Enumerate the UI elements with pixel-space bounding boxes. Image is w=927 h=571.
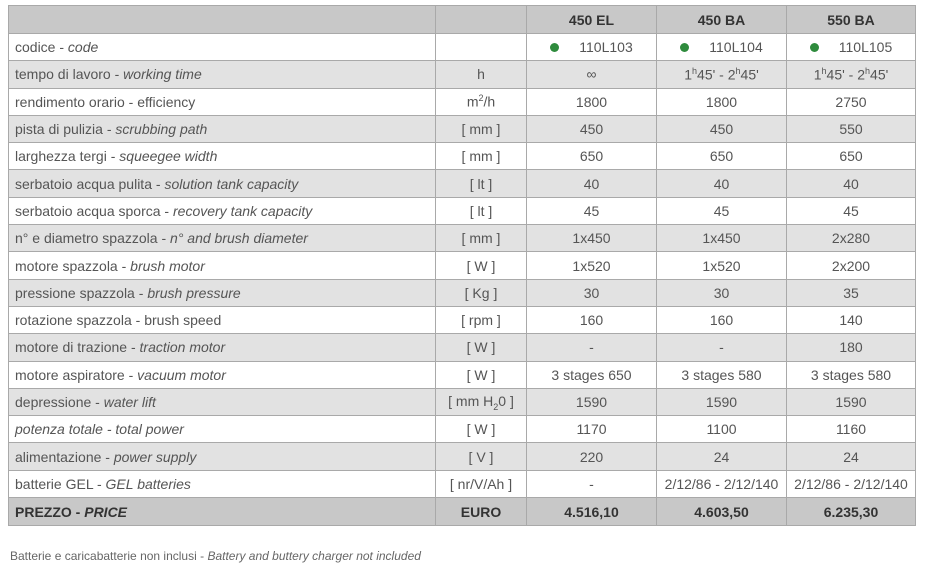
row-unit: $m^2/h$ — [436, 88, 527, 115]
row-unit: [ W ] — [436, 361, 527, 388]
table-row — [9, 170, 916, 197]
table-row — [9, 334, 916, 361]
footnote-separator: - — [196, 549, 208, 563]
spec-value: 220 — [527, 443, 657, 470]
spec-value: - — [527, 334, 657, 361]
row-label — [9, 361, 436, 388]
row-label-en: vacuum motor — [137, 366, 226, 383]
label-separator: - — [101, 448, 114, 465]
spec-value: 3 stages 650 — [527, 361, 657, 388]
model-code: 110L105 — [838, 39, 893, 56]
row-label-it: serbatoio acqua sporca — [15, 202, 161, 219]
row-label — [9, 252, 436, 279]
label-separator: - — [102, 421, 116, 438]
row-unit: [ lt ] — [436, 197, 527, 224]
price-value: 4.603,50 — [657, 498, 787, 526]
table-row — [9, 34, 916, 61]
spec-value: 650 — [527, 143, 657, 170]
header-label-cell — [9, 6, 436, 34]
label-separator: - — [55, 39, 68, 56]
row-label — [9, 225, 436, 252]
table-row — [9, 470, 916, 497]
row-label-it: serbatoio acqua pulita — [15, 175, 152, 192]
model-header: 450 BA — [657, 6, 787, 34]
row-label-en: GEL batteries — [105, 475, 191, 492]
row-label-it: motore spazzola — [15, 257, 118, 274]
row-label — [9, 170, 436, 197]
row-label — [9, 416, 436, 443]
price-label-it: PREZZO — [15, 503, 72, 520]
table-row — [9, 306, 916, 333]
row-label-it: rendimento orario — [15, 93, 125, 110]
row-label-en: scrubbing path — [115, 121, 208, 138]
label-separator: - — [157, 230, 171, 247]
spec-value: 1170 — [527, 416, 657, 443]
label-separator: - — [160, 202, 173, 219]
row-label-it: pressione spazzola — [15, 284, 135, 301]
row-label-en: traction motor — [139, 339, 226, 356]
table-row — [9, 61, 916, 88]
row-unit: [ mm ] — [436, 225, 527, 252]
spec-value: 450 — [527, 115, 657, 142]
row-unit: h — [436, 61, 527, 88]
row-unit: [ V ] — [436, 443, 527, 470]
label-separator: - — [93, 475, 106, 492]
spec-value: ∞ — [527, 61, 657, 88]
label-separator: - — [131, 312, 145, 329]
table-row — [9, 88, 916, 115]
spec-value: 3 stages 580 — [657, 361, 787, 388]
row-label-it: alimentazione — [15, 448, 102, 465]
row-label-it: potenza totale — [15, 421, 103, 438]
spec-value: 550 — [787, 115, 916, 142]
row-label — [9, 61, 436, 88]
spec-value: 1590 — [527, 388, 657, 415]
row-label — [9, 388, 436, 415]
row-label-en: efficiency — [137, 93, 196, 110]
table-row — [9, 361, 916, 388]
spec-value: 2x280 — [787, 225, 916, 252]
table-row — [9, 416, 916, 443]
spec-value: 450 — [657, 115, 787, 142]
row-label-en: water lift — [103, 394, 156, 410]
spec-value: 2/12/86 - 2/12/140 — [657, 470, 787, 497]
spec-value: 160 — [527, 306, 657, 333]
spec-value: 40 — [527, 170, 657, 197]
spec-value: 1$^h$45' - 2$^h$45' — [657, 61, 787, 88]
header-unit-cell — [436, 6, 527, 34]
row-label-it: motore aspiratore — [15, 366, 125, 383]
row-label-it: tempo di lavoro — [15, 66, 111, 83]
row-label-it: n° e diametro spazzola — [15, 230, 158, 247]
row-label — [9, 88, 436, 115]
spec-value: 40 — [787, 170, 916, 197]
row-label-en: brush speed — [144, 312, 222, 329]
spec-value: 30 — [527, 279, 657, 306]
spec-value: 1160 — [787, 416, 916, 443]
spec-value: 1$^h$45' - 2$^h$45' — [787, 61, 916, 88]
footnote-en: Battery and buttery charger not included — [207, 549, 421, 563]
row-unit: [ mm ] — [436, 143, 527, 170]
row-label — [9, 143, 436, 170]
label-separator: - — [124, 93, 138, 110]
label-separator: - — [106, 148, 120, 165]
spec-value: 1x450 — [527, 225, 657, 252]
model-code-cell — [527, 34, 657, 61]
price-value: 6.235,30 — [787, 498, 916, 526]
row-label-en: working time — [123, 66, 202, 83]
row-label-it: pista di pulizia — [15, 121, 103, 138]
price-label — [9, 498, 436, 526]
table-row — [9, 279, 916, 306]
spec-value: 1x520 — [657, 252, 787, 279]
spec-value: 3 stages 580 — [787, 361, 916, 388]
row-label — [9, 115, 436, 142]
price-value: 4.516,10 — [527, 498, 657, 526]
table-row — [9, 197, 916, 224]
model-header: 550 BA — [787, 6, 916, 34]
model-header: 450 EL — [527, 6, 657, 34]
model-code-cell — [657, 34, 787, 61]
row-unit: [ W ] — [436, 416, 527, 443]
spec-value: 35 — [787, 279, 916, 306]
label-separator: - — [152, 175, 165, 192]
table-row — [9, 115, 916, 142]
spec-value: 24 — [787, 443, 916, 470]
model-code-cell — [787, 34, 916, 61]
price-unit: EURO — [436, 498, 527, 526]
row-label-en: recovery tank capacity — [173, 202, 313, 219]
spec-value: 30 — [657, 279, 787, 306]
row-unit: [ rpm ] — [436, 306, 527, 333]
row-unit: [ Kg ] — [436, 279, 527, 306]
row-label — [9, 279, 436, 306]
row-label-en: brush motor — [130, 257, 205, 274]
spec-value: - — [527, 470, 657, 497]
spec-value: - — [657, 334, 787, 361]
row-label — [9, 306, 436, 333]
row-label-it: batterie GEL — [15, 475, 94, 492]
row-label-it: motore di trazione — [15, 339, 128, 356]
label-separator: - — [117, 257, 131, 274]
row-unit: [ mm $H_20$ ] — [436, 388, 527, 415]
table-row — [9, 225, 916, 252]
status-dot-icon — [550, 43, 559, 52]
footnote — [10, 549, 421, 563]
price-row — [9, 498, 916, 526]
row-label-en: solution tank capacity — [164, 175, 299, 192]
spec-value: 40 — [657, 170, 787, 197]
row-label-en: n° and brush diameter — [170, 230, 308, 247]
spec-value: 160 — [657, 306, 787, 333]
header-row — [9, 6, 916, 34]
row-unit: [ W ] — [436, 252, 527, 279]
label-separator: - — [91, 394, 104, 410]
spec-value: 1800 — [657, 88, 787, 115]
model-code: 110L104 — [709, 39, 763, 56]
spec-value: 140 — [787, 306, 916, 333]
spec-value: 1x450 — [657, 225, 787, 252]
label-separator: - — [71, 503, 85, 520]
spec-value: 24 — [657, 443, 787, 470]
row-unit — [436, 34, 527, 61]
label-separator: - — [124, 366, 138, 383]
row-unit: [ nr/V/Ah ] — [436, 470, 527, 497]
status-dot-icon — [680, 43, 689, 52]
table-row — [9, 443, 916, 470]
label-separator: - — [110, 66, 124, 83]
spec-value: 1590 — [657, 388, 787, 415]
row-label — [9, 34, 436, 61]
model-code: 110L103 — [579, 39, 633, 56]
row-label-it: codice — [15, 39, 56, 56]
row-label — [9, 443, 436, 470]
row-label-en: power supply — [113, 448, 197, 465]
spec-value: 2x200 — [787, 252, 916, 279]
label-separator: - — [134, 284, 148, 301]
table-row — [9, 388, 916, 415]
spec-value: 1x520 — [527, 252, 657, 279]
price-label-en: PRICE — [84, 503, 128, 520]
row-label-it: larghezza tergi — [15, 148, 107, 165]
row-label-en: brush pressure — [147, 284, 241, 301]
row-label — [9, 334, 436, 361]
row-label-it: rotazione spazzola — [15, 312, 132, 329]
row-label-en: squeegee width — [119, 148, 218, 165]
footnote-it: Batterie e caricabatterie non inclusi — [10, 549, 197, 563]
table-row — [9, 143, 916, 170]
spec-value: 45 — [527, 197, 657, 224]
label-separator: - — [102, 121, 116, 138]
label-separator: - — [127, 339, 140, 356]
row-label — [9, 197, 436, 224]
spec-table — [8, 5, 916, 526]
row-label-it: depressione — [15, 394, 92, 410]
spec-value: 650 — [787, 143, 916, 170]
row-unit: [ mm ] — [436, 115, 527, 142]
spec-value: 2/12/86 - 2/12/140 — [787, 470, 916, 497]
spec-value: 45 — [787, 197, 916, 224]
spec-value: 1100 — [657, 416, 787, 443]
row-unit: [ lt ] — [436, 170, 527, 197]
status-dot-icon — [810, 43, 819, 52]
spec-value: 1800 — [527, 88, 657, 115]
table-row — [9, 252, 916, 279]
spec-value: 45 — [657, 197, 787, 224]
row-label-en: code — [67, 39, 99, 56]
spec-value: 650 — [657, 143, 787, 170]
row-label-en: total power — [115, 421, 184, 438]
spec-body — [9, 34, 916, 498]
spec-value: 2750 — [787, 88, 916, 115]
spec-value: 1590 — [787, 388, 916, 415]
row-unit: [ W ] — [436, 334, 527, 361]
row-label — [9, 470, 436, 497]
spec-value: 180 — [787, 334, 916, 361]
